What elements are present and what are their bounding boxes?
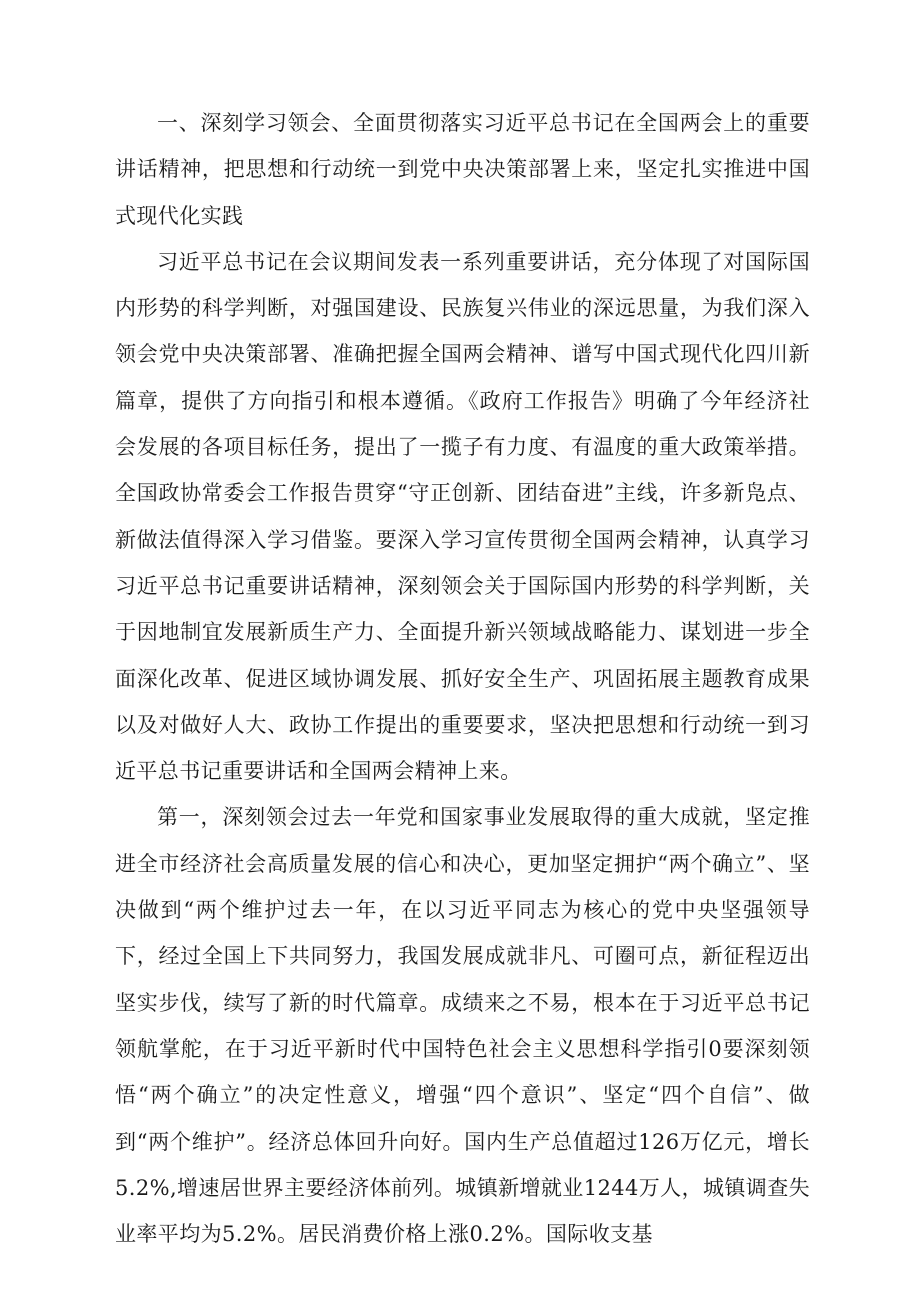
document-body [115, 100, 810, 1257]
paragraph-speech-summary: 习近平总书记在会议期间发表一系列重要讲话，充分体现了对国际国内形势的科学判断，对强国建设、民族复兴伟业的深远思量，为我们深入领会党中央决策部署、准确把握全国两会精神、谱写中国式现代化四川新篇章，提供了方向指引和根本遵循。《政府工作报告》明确了今年经济社会发展的各项目标任务，提出了一揽子有力度、有温度的重大政策举措。全国政协常委会工作报告贯穿“守正创新、团结奋进”主线，许多新凫点、新做法值得深入学习借鉴。要深入学习宣传贯彻全国两会精神，认真学习习近平总书记重要讲话精神，深刻领会关于国际国内形势的科学判断，关于因地制宜发展新质生产力、全面提升新兴领域战略能力、谋划进一步全面深化改革、促进区域协调发展、抓好安全生产、巩固拓展主题教育成果以及对做好人大、政协工作提出的重要要求，坚决把思想和行动统一到习近平总书记重要讲话和全国两会精神上来。 [115, 249, 810, 784]
paragraph-first-point: 第一，深刻领会过去一年党和国家事业发展取得的重大成就，坚定推进全市经济社会高质量发展的信心和决心，更加坚定拥护“两个确立”、坚决做到“两个维护过去一年，在以习近平同志为核心的党中央坚强领导下，经过全国上下共同努力，我国发展成就非凡、可圈可点，新征程迈出坚实步伐，续写了新的时代篇章。成绩来之不易，根本在于习近平总书记领航掌舵，在于习近平新时代中国特色社会主义思想科学指引0要深刻领悟“两个确立”的决定性意义，增强“四个意识”、坚定“四个自信”、做到“两个维护”。经济总体回升向好。国内生产总值超过126万亿元，增长5.2%,增速居世界主要经济体前列。城镇新增就业1244万人，城镇调查失业率平均为5.2%。居民消费价格上涨0.2%。国际收支基 [115, 805, 810, 1247]
paragraph-section-heading: 一、深刻学习领会、全面贯彻落实习近平总书记在全国两会上的重要讲话精神，把思想和行动统一到党中央决策部署上来，坚定扎实推进中国式现代化实践 [115, 111, 810, 228]
